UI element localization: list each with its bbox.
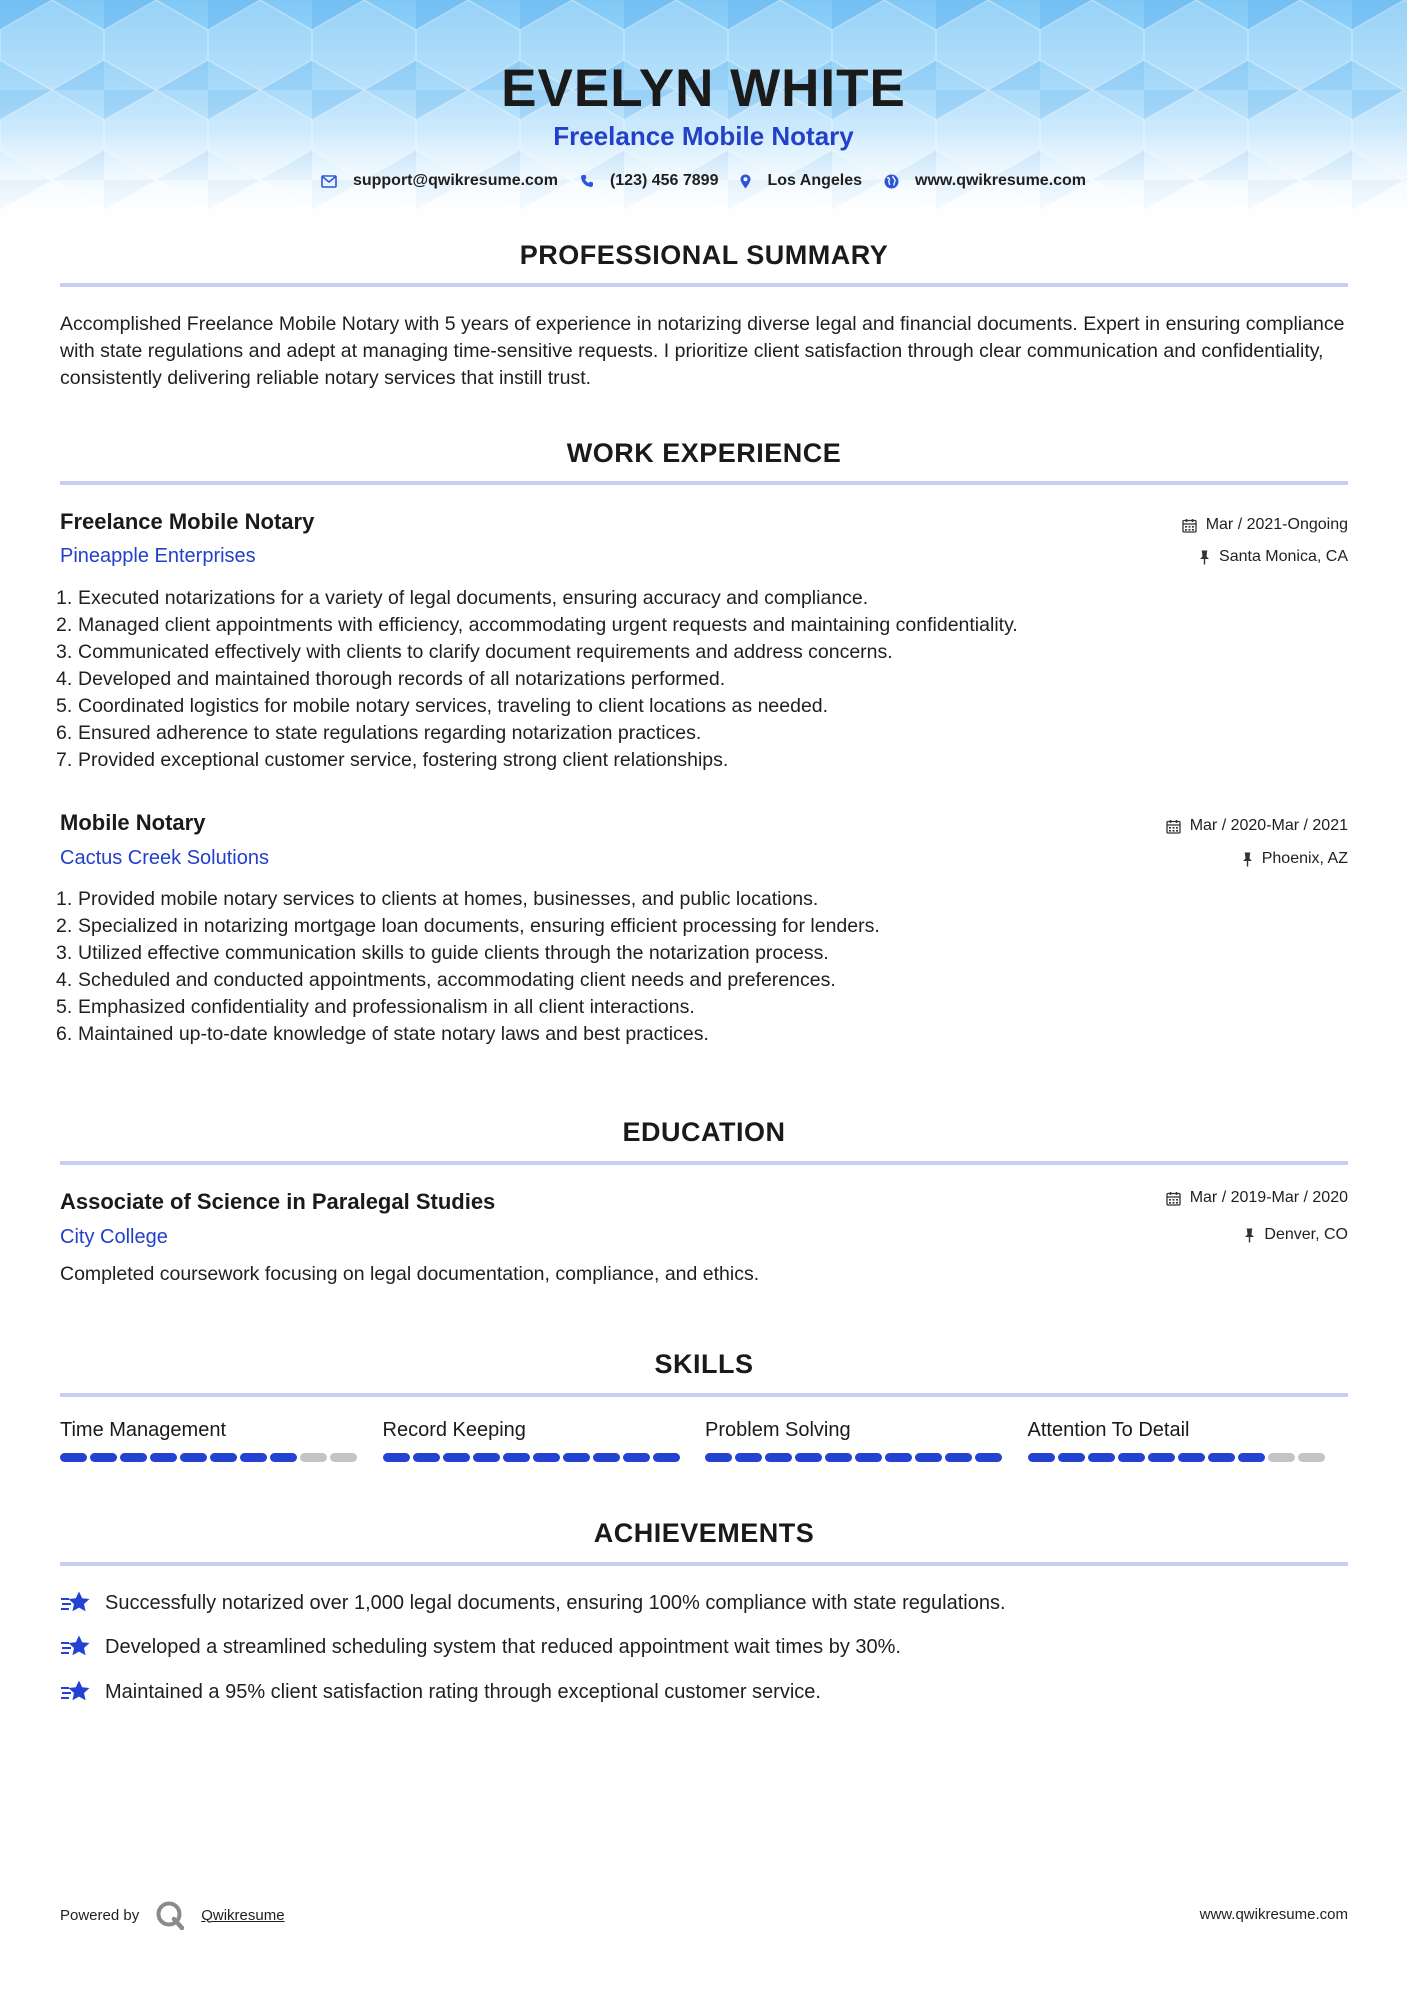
skill-segment-filled [473,1453,500,1462]
skill-segment-filled [413,1453,440,1462]
list-item: 1. Provided mobile notary services to clients at homes, businesses, and public locations. [56,888,819,910]
skill-segment-filled [593,1453,620,1462]
skill-name: Time Management [60,1419,226,1441]
qwikresume-logo-icon [155,1900,185,1930]
skill-item [60,1419,383,1462]
job-bullets-1 [56,585,1346,774]
skill-segment-filled [240,1453,267,1462]
job-title-2: Mobile Notary [60,810,206,835]
skill-segment-filled [825,1453,852,1462]
skill-segment-filled [150,1453,177,1462]
contact-phone[interactable] [580,172,719,190]
summary-heading: PROFESSIONAL SUMMARY [519,240,889,270]
skill-segment-filled [120,1453,147,1462]
list-item: 6. Ensured adherence to state regulations regarding notarization practices. [56,722,702,744]
calendar-icon [1166,1191,1181,1206]
list-item: 7. Provided exceptional customer service, fostering strong client relationships. [56,749,729,771]
job-company-2: Cactus Creek Solutions [60,847,269,869]
footer-website[interactable]: www.qwikresume.com [1199,1906,1348,1923]
skills-divider [60,1393,1348,1397]
degree-title: Associate of Science in Paralegal Studies [60,1189,496,1214]
contact-website[interactable] [884,172,1086,190]
skill-name: Record Keeping [382,1419,526,1441]
contact-website-text: www.qwikresume.com [915,172,1087,189]
education-description: Completed coursework focusing on legal documentation, compliance, and ethics. [60,1263,760,1285]
achievements-heading: ACHIEVEMENTS [593,1518,815,1548]
skill-item [383,1419,706,1462]
job-dates-2 [1166,817,1348,835]
skill-segment-filled [795,1453,822,1462]
skill-segment-filled [1148,1453,1175,1462]
skill-segment-filled [1058,1453,1085,1462]
skill-item [705,1419,1028,1462]
skill-segment-filled [915,1453,942,1462]
experience-heading: WORK EXPERIENCE [566,438,842,468]
star-icon [60,1590,105,1616]
list-item: 4. Developed and maintained thorough records of all notarizations performed. [56,668,726,690]
skill-name: Problem Solving [705,1419,851,1441]
skill-segment-filled [1088,1453,1115,1462]
skill-segment-filled [623,1453,650,1462]
skill-segment-filled [533,1453,560,1462]
skill-segment-empty [1298,1453,1325,1462]
skill-segment-filled [765,1453,792,1462]
list-item: 2. Specialized in notarizing mortgage loan documents, ensuring efficient processing for lenders. [56,915,880,937]
candidate-title: Freelance Mobile Notary [553,121,854,151]
job-location-2 [1242,850,1348,868]
achievement-item [60,1590,1350,1616]
job-company-1: Pineapple Enterprises [60,545,256,567]
achievements-divider [60,1562,1348,1566]
skill-segment-filled [60,1453,87,1462]
skills-grid [60,1419,1350,1462]
summary-text: Accomplished Freelance Mobile Notary with 5 years of experience in notarizing diverse legal and financial documents. Expert in ensuring compliance with state regulations and adept at managing time-sensitive requests. I prioritize client satisfaction through clear communication and confidentiality, consistently delivering reliable notary services that instill trust. [60,313,1345,389]
skill-segment-filled [443,1453,470,1462]
pushpin-icon [1244,1228,1255,1243]
calendar-icon [1166,819,1181,834]
skill-segment-filled [1238,1453,1265,1462]
skill-segment-filled [653,1453,680,1462]
contact-location [740,172,862,190]
skill-segment-filled [383,1453,410,1462]
skill-segment-filled [855,1453,882,1462]
skill-segment-filled [210,1453,237,1462]
education-divider [60,1161,1348,1165]
list-item: 5. Coordinated logistics for mobile notary services, traveling to client locations as needed. [56,695,829,717]
skill-segment-filled [705,1453,732,1462]
envelope-icon [321,175,337,188]
skill-segment-filled [1208,1453,1235,1462]
skill-segment-filled [975,1453,1002,1462]
star-icon [60,1634,105,1660]
qwikresume-link[interactable]: Qwikresume [201,1906,285,1924]
skill-segment-empty [300,1453,327,1462]
skill-segment-filled [503,1453,530,1462]
skill-name: Attention To Detail [1027,1419,1190,1441]
list-item: 5. Emphasized confidentiality and professionalism in all client interactions. [56,996,695,1018]
powered-by-label: Powered by [60,1906,140,1924]
phone-icon [580,174,594,188]
contact-phone-text: (123) 456 7899 [609,172,719,189]
list-item: 3. Utilized effective communication skills to guide clients through the notarization process. [56,942,829,964]
globe-icon [884,174,899,189]
job-location-text-1: Santa Monica, CA [1219,548,1348,565]
contact-email-text: support@qwikresume.com [352,172,558,189]
job-location-text-2: Phoenix, AZ [1261,850,1348,867]
calendar-icon [1182,518,1197,533]
job-dates-text-2: Mar / 2020-Mar / 2021 [1189,817,1348,834]
skill-level-bar [705,1453,1005,1462]
skills-heading: SKILLS [654,1349,754,1379]
skill-segment-filled [1028,1453,1055,1462]
education-dates-text: Mar / 2019-Mar / 2020 [1189,1189,1348,1206]
star-icon [60,1679,105,1705]
contact-email[interactable] [321,172,558,190]
skill-segment-filled [90,1453,117,1462]
skill-level-bar [1028,1453,1328,1462]
skill-segment-filled [1118,1453,1145,1462]
job-location-1 [1199,548,1348,566]
skill-segment-filled [885,1453,912,1462]
skill-segment-filled [563,1453,590,1462]
job-title-1: Freelance Mobile Notary [60,509,315,534]
achievement-item [60,1634,1350,1660]
education-heading: EDUCATION [622,1117,786,1147]
skill-segment-filled [270,1453,297,1462]
contact-row [0,172,1407,190]
skill-item [1028,1419,1351,1462]
summary-divider [60,283,1348,287]
achievement-item [60,1679,1350,1705]
pushpin-icon [1242,852,1253,867]
education-location [1244,1226,1348,1244]
achievement-text: Maintained a 95% client satisfaction rating through exceptional customer service. [105,1680,821,1703]
map-pin-icon [740,174,751,189]
education-dates [1166,1189,1348,1207]
skill-segment-filled [945,1453,972,1462]
contact-location-text: Los Angeles [767,172,863,189]
skill-segment-filled [1178,1453,1205,1462]
school-name: City College [60,1226,168,1248]
skill-level-bar [60,1453,360,1462]
candidate-name: EVELYN WHITE [501,59,906,118]
job-bullets-2 [56,886,1346,1048]
skill-segment-empty [1268,1453,1295,1462]
experience-divider [60,481,1348,485]
skill-segment-filled [180,1453,207,1462]
achievement-text: Developed a streamlined scheduling system that reduced appointment wait times by 30%. [105,1635,901,1658]
skill-segment-empty [330,1453,357,1462]
achievement-text: Successfully notarized over 1,000 legal documents, ensuring 100% compliance with state regulations. [105,1591,1006,1614]
footer-powered-by [60,1900,285,1930]
pushpin-icon [1199,550,1210,565]
skill-level-bar [383,1453,683,1462]
list-item: 1. Executed notarizations for a variety of legal documents, ensuring accuracy and compliance. [56,587,869,609]
skill-segment-filled [735,1453,762,1462]
education-location-text: Denver, CO [1264,1226,1348,1243]
list-item: 6. Maintained up-to-date knowledge of state notary laws and best practices. [56,1023,709,1045]
list-item: 3. Communicated effectively with clients to clarify document requirements and address concerns. [56,641,893,663]
list-item: 2. Managed client appointments with efficiency, accommodating urgent requests and maintaining confidentiality. [56,614,1018,636]
job-dates-text-1: Mar / 2021-Ongoing [1205,516,1348,533]
job-dates-1 [1182,516,1348,534]
list-item: 4. Scheduled and conducted appointments, accommodating client needs and preferences. [56,969,836,991]
